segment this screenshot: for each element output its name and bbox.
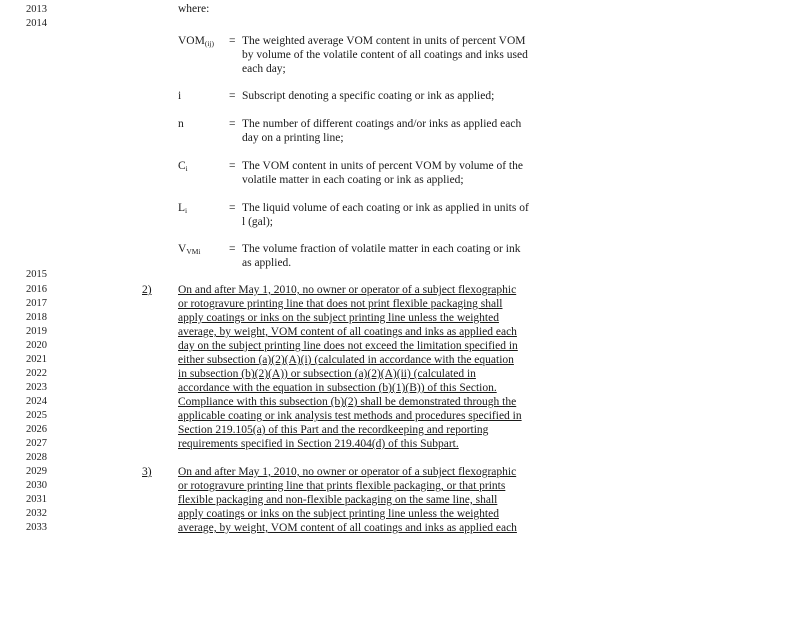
line-number: 2019 — [26, 326, 47, 337]
line-number: 2020 — [26, 340, 47, 351]
paragraph-line: accordance with the equation in subsection (b)(1)(B)) of this Section. — [178, 382, 497, 394]
paragraph-line: applicable coating or ink analysis test methods and procedures specified in — [178, 410, 522, 422]
line-number: 2030 — [26, 480, 47, 491]
equals-sign: = — [229, 118, 236, 130]
equals-sign: = — [229, 90, 236, 102]
definition-text: volatile matter in each coating or ink as applied; — [242, 174, 464, 186]
definition-text: The liquid volume of each coating or ink as applied in units of — [242, 202, 529, 214]
definition-text: day on a printing line; — [242, 132, 344, 144]
paragraph-line: either subsection (a)(2)(A)(i) (calculated in accordance with the equation — [178, 354, 514, 366]
line-number: 2017 — [26, 298, 47, 309]
definition-text: The weighted average VOM content in units of percent VOM — [242, 35, 526, 47]
definition-symbol: $V_{VMi}$ — [178, 243, 201, 256]
equals-sign: = — [229, 202, 236, 214]
paragraph-line: On and after May 1, 2010, no owner or operator of a subject flexographic — [178, 284, 517, 296]
definition-symbol: i — [178, 90, 182, 102]
line-number: 2033 — [26, 522, 47, 533]
where-label: where: — [178, 3, 210, 15]
definition-text: The VOM content in units of percent VOM by volume of the — [242, 160, 523, 172]
paragraph-line: requirements specified in Section 219.404(d) of this Subpart. — [178, 438, 459, 450]
paragraph-line: apply coatings or inks on the subject printing line unless the weighted — [178, 312, 499, 324]
definition-text: The volume fraction of volatile matter in each coating or ink — [242, 243, 521, 255]
definition-text: l (gal); — [242, 216, 273, 228]
paragraph-line: apply coatings or inks on the subject printing line unless the weighted — [178, 508, 499, 520]
line-number: 2023 — [26, 382, 47, 393]
paragraph-line: Compliance with this subsection (b)(2) shall be demonstrated through the — [178, 396, 517, 408]
paragraph-line: average, by weight, VOM content of all coatings and inks as applied each — [178, 522, 517, 534]
paragraph-line: On and after May 1, 2010, no owner or operator of a subject flexographic — [178, 466, 517, 478]
definition-text: each day; — [242, 63, 286, 75]
paragraph-line: or rotogravure printing line that prints flexible packaging, or that prints — [178, 480, 506, 492]
line-number: 2028 — [26, 452, 47, 463]
definition-symbol: n — [178, 118, 184, 130]
definition-symbol: $L_i$ — [178, 202, 188, 215]
paragraph-line: average, by weight, VOM content of all coatings and inks as applied each — [178, 326, 517, 338]
line-number: 2026 — [26, 424, 47, 435]
paragraph-line: Section 219.105(a) of this Part and the recordkeeping and reporting — [178, 424, 489, 436]
paragraph-line: flexible packaging and non-flexible packaging on the same line, shall — [178, 494, 498, 506]
line-number: 2032 — [26, 508, 47, 519]
line-number: 2029 — [26, 466, 47, 477]
line-number: 2022 — [26, 368, 47, 379]
definition-text: The number of different coatings and/or inks as applied each — [242, 118, 522, 130]
paragraph-marker: 3) — [142, 466, 152, 478]
line-number: 2024 — [26, 396, 47, 407]
equals-sign: = — [229, 160, 236, 172]
definition-text: Subscript denoting a specific coating or ink as applied; — [242, 90, 495, 102]
equals-sign: = — [229, 243, 236, 255]
line-number: 2018 — [26, 312, 47, 323]
line-number: 2031 — [26, 494, 47, 505]
paragraph-line: in subsection (b)(2)(A)) or subsection (a)(2)(A)(ii) (calculated in — [178, 368, 476, 380]
paragraph-line: day on the subject printing line does not exceed the limitation specified in — [178, 340, 518, 352]
line-number: 2015 — [26, 269, 47, 280]
line-number: 2016 — [26, 284, 47, 295]
line-number: 2013 — [26, 4, 47, 15]
paragraph-line: or rotogravure printing line that does not print flexible packaging shall — [178, 298, 503, 310]
definition-symbol: $C_i$ — [178, 160, 188, 173]
definition-text: as applied. — [242, 257, 292, 269]
paragraph-marker: 2) — [142, 284, 152, 296]
line-number: 2027 — [26, 438, 47, 449]
definition-text: by volume of the volatile content of all coatings and inks used — [242, 49, 528, 61]
line-number: 2025 — [26, 410, 47, 421]
definition-symbol: $VOM_{(ij)}$ — [178, 35, 215, 48]
equals-sign: = — [229, 35, 236, 47]
line-number: 2021 — [26, 354, 47, 365]
line-number: 2014 — [26, 18, 47, 29]
